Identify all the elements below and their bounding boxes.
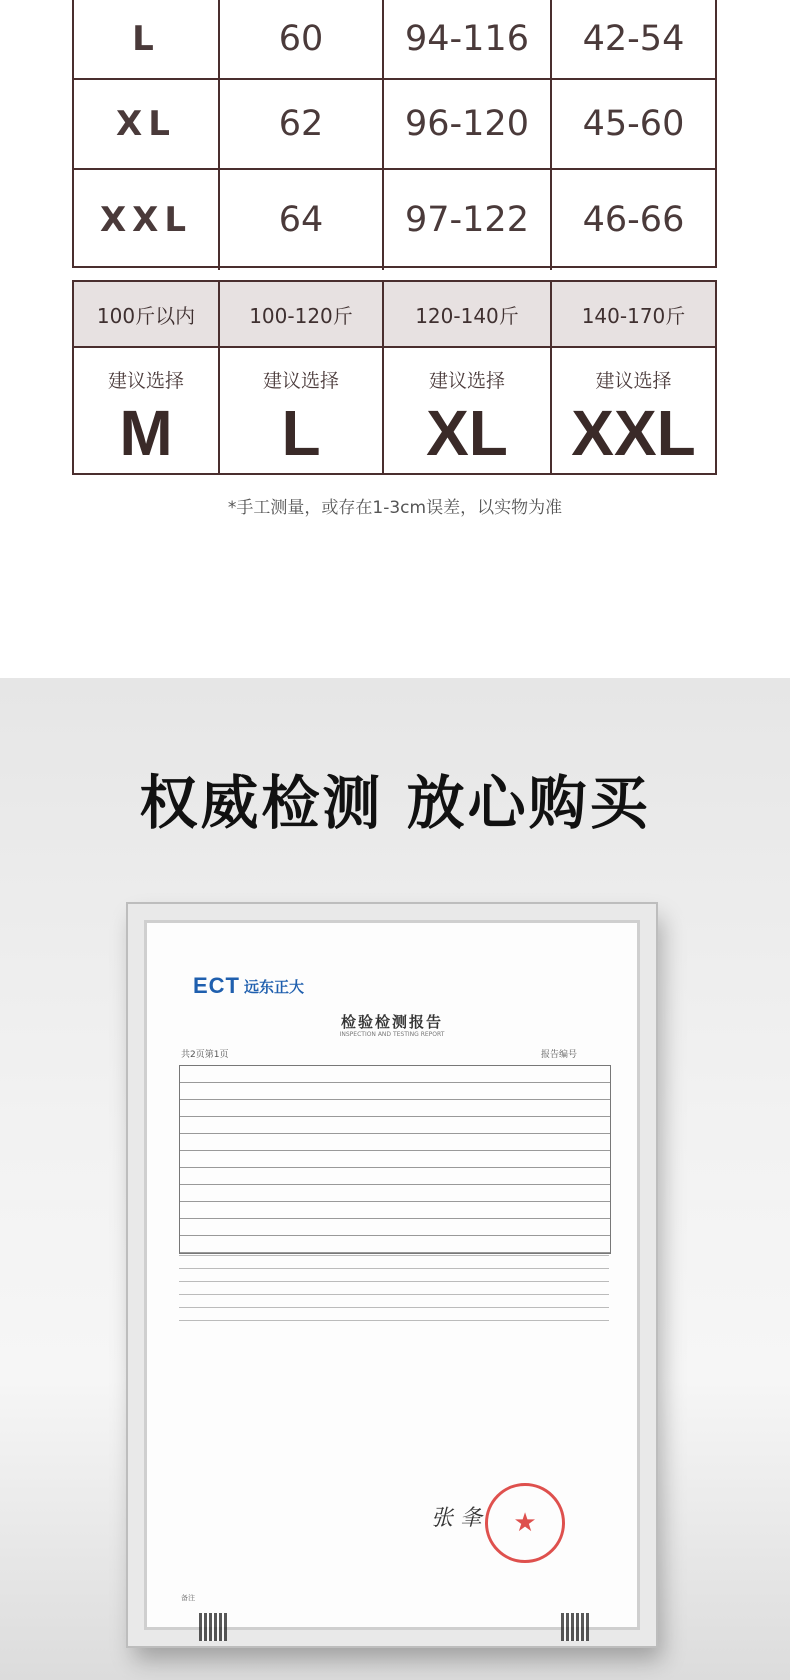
ect-logo bbox=[193, 973, 304, 999]
report-frame bbox=[128, 904, 656, 1646]
report-test-rows bbox=[179, 1243, 609, 1321]
report-subtitle: INSPECTION AND TESTING REPORT bbox=[339, 1031, 445, 1038]
size-cell: XL bbox=[116, 104, 176, 144]
weight-range: 100斤以内 bbox=[74, 282, 218, 348]
shoulder-cell: 42-54 bbox=[550, 0, 715, 78]
qr-code-icon bbox=[561, 1613, 589, 1641]
size-cell: XXL bbox=[99, 200, 193, 240]
size-row-xl bbox=[74, 78, 715, 168]
suggest-label: 建议选择 bbox=[428, 370, 505, 392]
size-row-l bbox=[74, 0, 715, 78]
section-headline: 权威检测 放心购买 bbox=[139, 769, 651, 837]
logo-cn-text: 远东正大 bbox=[244, 977, 305, 996]
weight-column bbox=[218, 282, 382, 473]
report-number: 报告编号 bbox=[540, 1050, 577, 1060]
suggest-label: 建议选择 bbox=[107, 370, 184, 392]
suggest-label: 建议选择 bbox=[595, 370, 672, 392]
weight-size-table bbox=[72, 280, 717, 475]
measurement-note: *手工测量，或存在1-3cm误差，以实物为准 bbox=[227, 498, 563, 518]
weight-column bbox=[550, 282, 715, 473]
signature: 张 夆 bbox=[431, 1506, 482, 1531]
length-cell: 62 bbox=[218, 80, 382, 168]
size-table bbox=[72, 0, 717, 268]
report-remark: 备注 bbox=[181, 1594, 195, 1602]
red-seal-stamp: ★ bbox=[485, 1483, 565, 1563]
report-table bbox=[179, 1065, 611, 1254]
chest-cell: 96-120 bbox=[382, 80, 550, 168]
suggested-size: XXL bbox=[571, 397, 696, 469]
weight-range: 140-170斤 bbox=[552, 282, 715, 348]
report-title: 检验检测报告 bbox=[340, 1013, 443, 1031]
size-row-xxl bbox=[74, 168, 715, 270]
weight-range: 120-140斤 bbox=[384, 282, 550, 348]
report-page: 共2页第1页 bbox=[181, 1050, 229, 1060]
length-cell: 64 bbox=[218, 170, 382, 270]
suggested-size: L bbox=[281, 397, 321, 469]
qr-code-icon bbox=[199, 1613, 227, 1641]
chest-cell: 97-122 bbox=[382, 170, 550, 270]
report-paper bbox=[144, 920, 640, 1630]
chest-cell: 94-116 bbox=[382, 0, 550, 78]
suggest-label: 建议选择 bbox=[262, 370, 339, 392]
length-cell: 60 bbox=[218, 0, 382, 78]
weight-column bbox=[382, 282, 550, 473]
shoulder-cell: 45-60 bbox=[550, 80, 715, 168]
suggested-size: XL bbox=[426, 397, 508, 469]
shoulder-cell: 46-66 bbox=[550, 170, 715, 270]
weight-column bbox=[74, 282, 218, 473]
logo-ect-text: ECT bbox=[193, 973, 240, 998]
inspection-report-section bbox=[0, 678, 790, 1680]
suggested-size: M bbox=[119, 397, 173, 469]
size-cell: L bbox=[132, 19, 160, 59]
weight-range: 100-120斤 bbox=[220, 282, 382, 348]
